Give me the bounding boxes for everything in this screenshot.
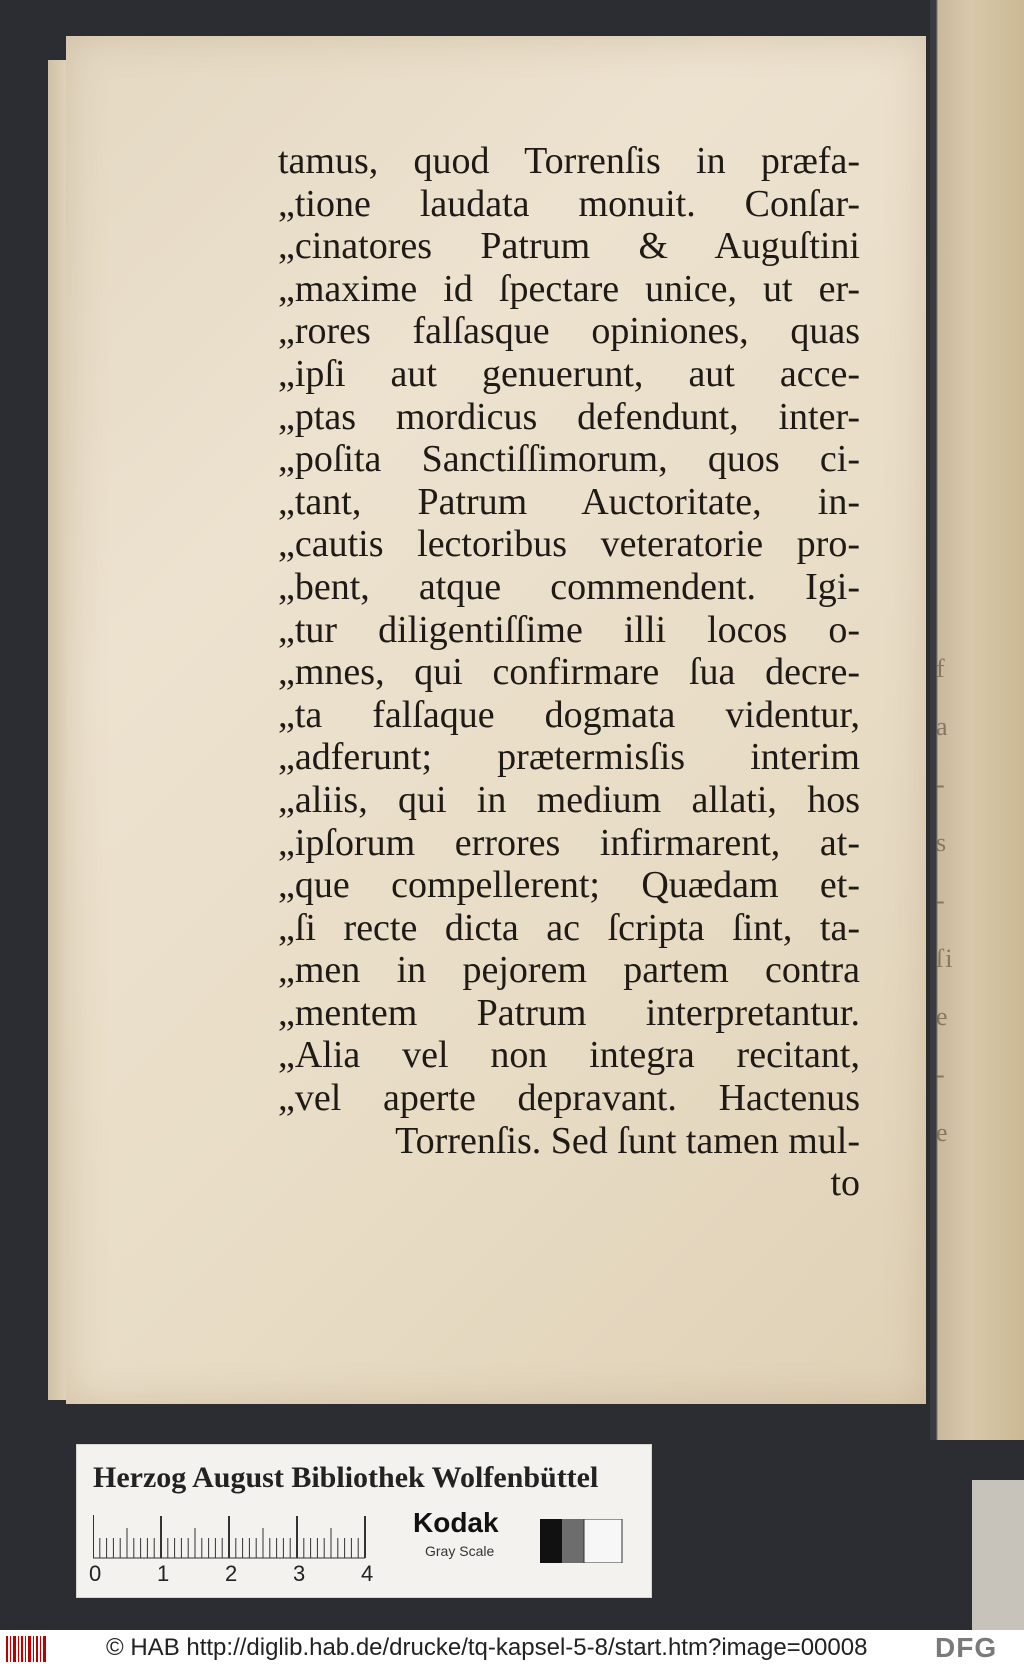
copyright-url[interactable]: © HAB http://diglib.hab.de/drucke/tq-kapsel-5-8/start.htm?image=00008 (106, 1634, 868, 1661)
color-card (76, 1444, 652, 1598)
text-line: „mnes, qui confirmare ſua decre- (278, 651, 860, 694)
ruler-number: 0 (89, 1561, 102, 1586)
text-line: „mentem Patrum interpretantur. (278, 991, 860, 1034)
text-line: „ipſorum errores infirmarent, at- (278, 821, 860, 864)
text-line: „tione laudata monuit. Conſar- (278, 182, 860, 225)
text-line: „poſita Sanctiſſimorum, quos ci- (278, 438, 860, 481)
gray-swatches (540, 1519, 624, 1563)
text-line: „tur diligentiſſime illi locos o- (278, 608, 860, 651)
text-line: „cautis lectoribus veteratorie pro- (278, 523, 860, 566)
text-line: „men in pejorem partem contra (278, 949, 860, 992)
ruler-number: 3 (293, 1561, 306, 1586)
text-line: „adferunt; prætermisſis interim (278, 736, 860, 779)
footer-bar (0, 1630, 1024, 1667)
text-line: „aliis, qui in medium allati, hos (278, 778, 860, 821)
ruler-number: 1 (157, 1561, 170, 1586)
ruler (93, 1515, 453, 1559)
text-line: „que compellerent; Quædam et- (278, 864, 860, 907)
text-line: „Alia vel non integra recitant, (278, 1034, 860, 1077)
text-line: „bent, atque commendent. Igi- (278, 565, 860, 608)
text-line: „maxime id ſpectare unice, ut er- (278, 267, 860, 310)
text-line: „rores falſasque opiniones, quas (278, 310, 860, 353)
page-text (278, 140, 860, 1205)
text-line: „cinatores Patrum & Auguſtini (278, 225, 860, 268)
text-line: „vel aperte depravant. Hactenus (278, 1077, 860, 1120)
gray-scale-label: Gray Scale (425, 1543, 495, 1559)
dfg-logo: DFG (935, 1632, 998, 1663)
ruler-number: 2 (225, 1561, 238, 1586)
adjacent-color-card (972, 1480, 1024, 1630)
barcode-icon (6, 1636, 48, 1662)
ruler-number: 4 (361, 1561, 374, 1586)
text-line: „ptas mordicus defendunt, inter- (278, 395, 860, 438)
catchword: to (830, 1162, 860, 1205)
adjacent-page-fragment: f a - s - ſi e - e (936, 654, 955, 1147)
text-line: „ta falſaque dogmata videntur, (278, 693, 860, 736)
library-name: Herzog August Bibliothek Wolfenbüttel (93, 1461, 599, 1494)
text-line: Torrenſis. Sed ſunt tamen mul- (395, 1119, 860, 1162)
kodak-logo: Kodak (413, 1507, 499, 1538)
text-line: „ipſi aut genuerunt, aut acce- (278, 352, 860, 395)
text-line: „ſi recte dicta ac ſcripta ſint, ta- (278, 906, 860, 949)
text-line: „tant, Patrum Auctoritate, in- (278, 480, 860, 523)
text-line: tamus, quod Torrenſis in præfa- (278, 140, 860, 182)
adjacent-book-edge (930, 0, 1024, 1440)
